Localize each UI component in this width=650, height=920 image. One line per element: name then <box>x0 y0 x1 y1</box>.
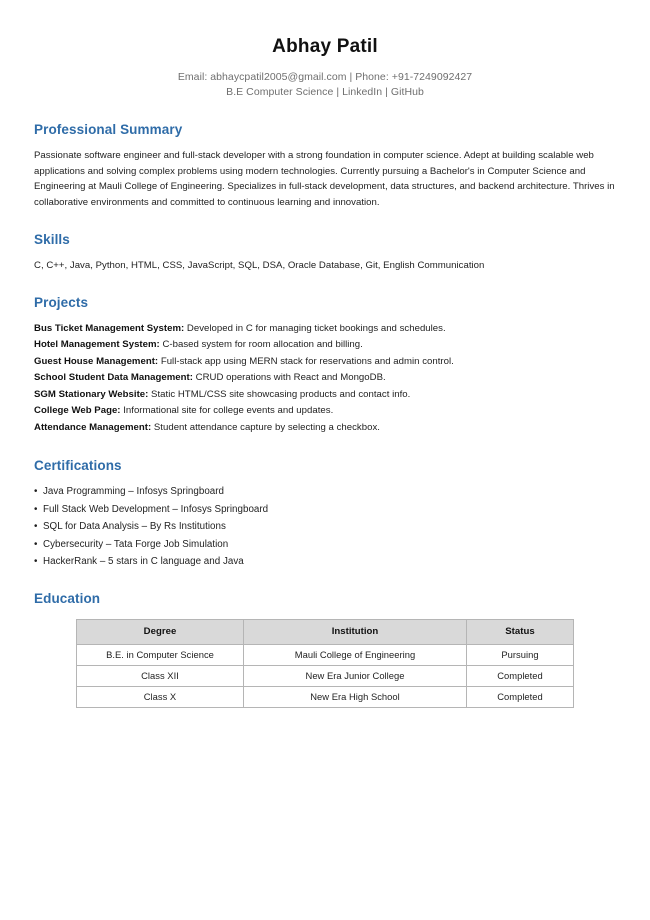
cell-status: Pursuing <box>467 644 574 665</box>
table-row <box>77 665 574 686</box>
column-header-status: Status <box>467 619 574 644</box>
certification-item <box>34 501 616 518</box>
project-description: C-based system for room allocation and billing. <box>159 339 363 351</box>
cell-degree: Class XII <box>77 665 244 686</box>
contact-block <box>34 70 616 100</box>
contact-line-degree-links: B.E Computer Science | LinkedIn | GitHub <box>226 86 424 99</box>
cell-institution: Mauli College of Engineering <box>244 644 467 665</box>
project-description: CRUD operations with React and MongoDB. <box>192 372 386 384</box>
section-skills <box>34 232 616 273</box>
certification-label: Cybersecurity – Tata Forge Job Simulation <box>43 538 229 550</box>
education-table-wrapper <box>34 619 616 708</box>
contact-line-email-phone: Email: abhaycpatil2005@gmail.com | Phone: +91-7249092427 <box>177 70 473 83</box>
section-title-skills: Skills <box>34 232 70 248</box>
section-title-certifications: Certifications <box>34 458 122 474</box>
bullet-icon: • <box>34 538 38 550</box>
section-professional-summary <box>34 122 616 210</box>
section-certifications <box>34 458 616 570</box>
section-title-education: Education <box>34 590 101 606</box>
certification-label: Java Programming – Infosys Springboard <box>43 486 225 498</box>
cell-status: Completed <box>467 665 574 686</box>
project-description: Full-stack app using MERN stack for reservations and admin control. <box>158 355 454 367</box>
certification-item <box>34 553 616 570</box>
project-item <box>34 403 616 420</box>
resume-header <box>34 0 616 100</box>
section-title-projects: Projects <box>34 295 89 311</box>
professional-summary-text: Passionate software engineer and full-stack developer with a strong foundation in computer science. Adept at building scalable web applications and solving complex problems using modern technologies. Currently pursuing a Bachelor's in Computer Science and Engineering at Mauli College of Engineering. Specializes in full-stack development, data structures, and backend architecture. Thrives in collaborative environments and committed to continuous learning and innovation. <box>34 150 615 208</box>
table-header-row <box>77 619 574 644</box>
certification-item <box>34 536 616 553</box>
certification-label: HackerRank – 5 stars in C language and Java <box>43 556 244 568</box>
project-item <box>34 387 616 404</box>
project-description: Student attendance capture by selecting a checkbox. <box>151 421 380 433</box>
certifications-list <box>34 483 616 570</box>
project-description: Informational site for college events and updates. <box>120 405 334 417</box>
cell-status: Completed <box>467 686 574 707</box>
table-row <box>77 644 574 665</box>
bullet-icon: • <box>34 521 38 533</box>
bullet-icon: • <box>34 556 38 568</box>
project-name: Hotel Management System: <box>34 339 160 351</box>
column-header-institution: Institution <box>244 619 467 644</box>
candidate-name: Abhay Patil <box>272 36 378 57</box>
cell-institution: New Era Junior College <box>244 665 467 686</box>
certification-item <box>34 518 616 535</box>
column-header-degree: Degree <box>77 619 244 644</box>
project-description: Developed in C for managing ticket bookings and schedules. <box>184 322 446 334</box>
bullet-icon: • <box>34 503 38 515</box>
section-title-professional-summary: Professional Summary <box>34 122 183 138</box>
project-name: School Student Data Management: <box>34 372 193 384</box>
certification-item <box>34 483 616 500</box>
certification-label: SQL for Data Analysis – By Rs Institutions <box>43 521 226 533</box>
project-item <box>34 337 616 354</box>
project-item <box>34 370 616 387</box>
education-table-body <box>77 644 574 707</box>
project-item <box>34 321 616 338</box>
cell-degree: B.E. in Computer Science <box>77 644 244 665</box>
project-name: SGM Stationary Website: <box>34 388 149 400</box>
project-item <box>34 354 616 371</box>
certification-label: Full Stack Web Development – Infosys Springboard <box>43 503 269 515</box>
project-description: Static HTML/CSS site showcasing products and contact info. <box>148 388 411 400</box>
table-row <box>77 686 574 707</box>
education-table <box>76 619 574 708</box>
projects-list <box>34 321 616 437</box>
skills-text: C, C++, Java, Python, HTML, CSS, JavaScript, SQL, DSA, Oracle Database, Git, English Communication <box>34 259 485 271</box>
cell-institution: New Era High School <box>244 686 467 707</box>
section-projects <box>34 295 616 436</box>
section-education <box>34 591 616 708</box>
cell-degree: Class X <box>77 686 244 707</box>
project-name: Attendance Management: <box>34 421 152 433</box>
project-name: Guest House Management: <box>34 355 159 367</box>
bullet-icon: • <box>34 486 38 498</box>
education-table-head <box>77 619 574 644</box>
project-name: College Web Page: <box>34 405 121 417</box>
project-item <box>34 420 616 437</box>
project-name: Bus Ticket Management System: <box>34 322 185 334</box>
